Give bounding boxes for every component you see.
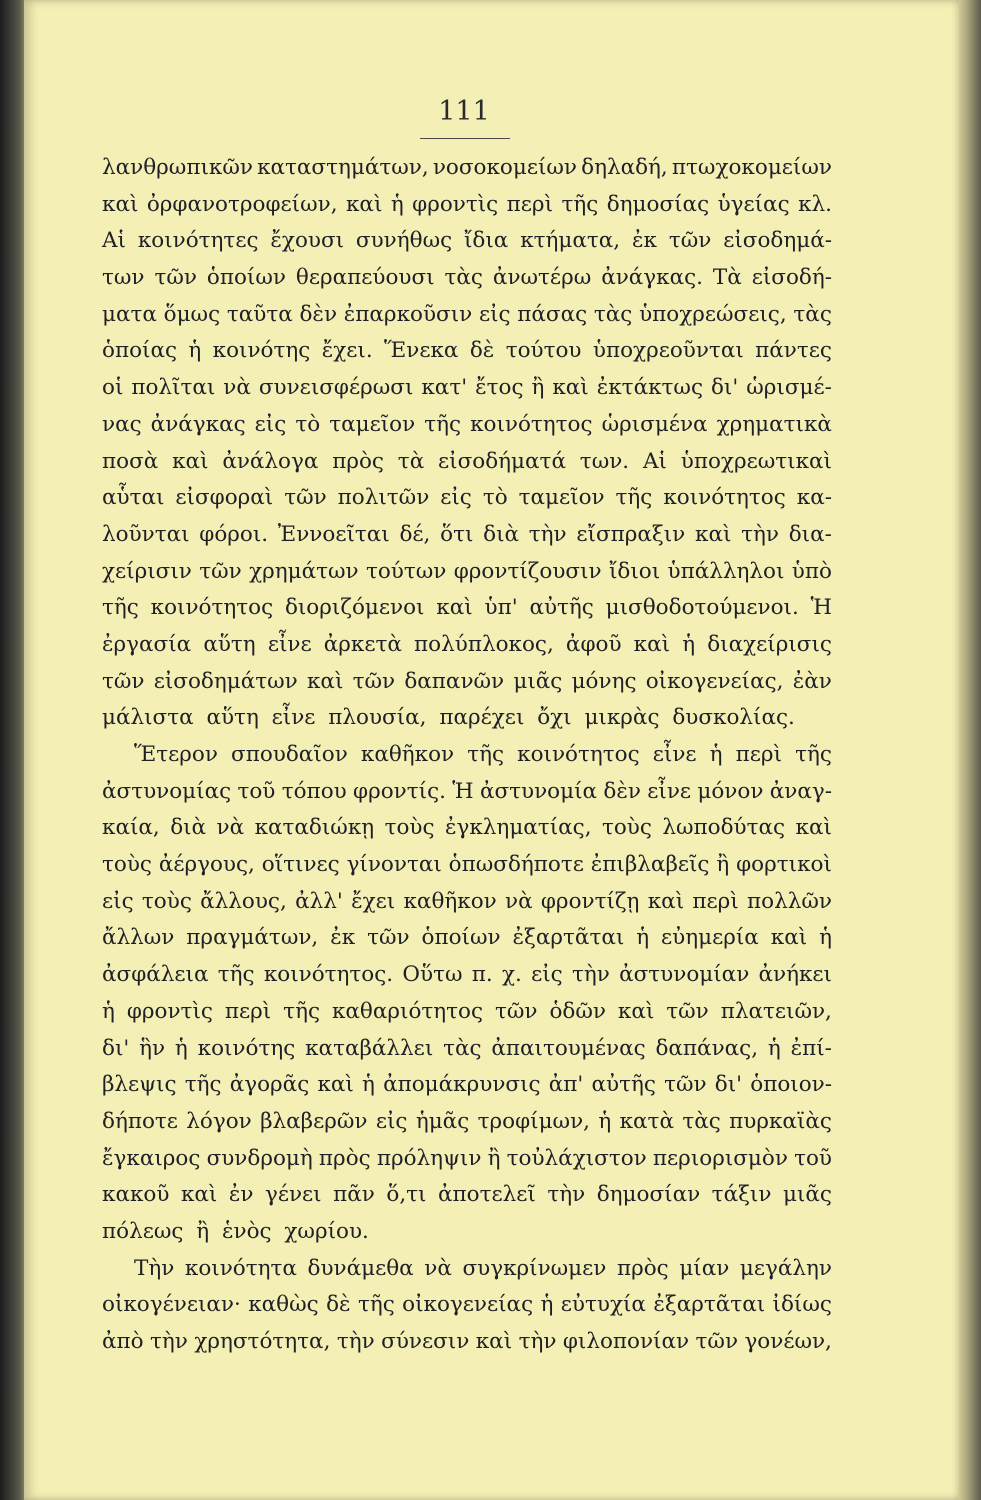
- book-page: [24, 0, 959, 1500]
- text-line: δι' ἣν ἡ κοινότης καταβάλλει τὰς ἀπαιτουμένας δαπάνας, ἡ ἐπί-: [102, 1035, 832, 1061]
- text-line: βλεψις τῆς ἀγορᾶς καὶ ἡ ἀπομάκρυνσις ἀπ' αὐτῆς τῶν δι' ὁποιον-: [102, 1072, 832, 1098]
- text-line: ἐργασία αὕτη εἶνε ἀρκετὰ πολύπλοκος, ἀφοῦ καὶ ἡ διαχείρισις: [102, 631, 832, 657]
- text-line: χείρισιν τῶν χρημάτων τούτων φροντίζουσιν ἴδιοι ὑπάλληλοι ὑπὸ: [102, 558, 832, 584]
- text-line: λοῦνται φόροι. Ἐννοεῖται δέ, ὅτι διὰ τὴν εἴσπραξιν καὶ τὴν δια-: [102, 521, 832, 547]
- text-line: τοὺς ἀέργους, οἵτινες γίνονται ὁπωσδήποτε ἐπιβλαβεῖς ἢ φορτικοὶ: [102, 852, 832, 878]
- body-text: [102, 150, 832, 1361]
- text-line: ἀσφάλεια τῆς κοινότητος. Οὕτω π. χ. εἰς τὴν ἀστυνομίαν ἀνήκει: [102, 962, 832, 988]
- text-line: νας ἀνάγκας εἰς τὸ ταμεῖον τῆς κοινότητος ὡρισμένα χρηματικὰ: [102, 411, 832, 437]
- text-line: καὶ ὀρφανοτροφείων, καὶ ἡ φροντὶς περὶ τῆς δημοσίας ὑγείας κλ.: [102, 191, 832, 217]
- text-line: ποσὰ καὶ ἀνάλογα πρὸς τὰ εἰσοδήματά των. Αἱ ὑποχρεωτικαὶ: [102, 448, 832, 474]
- text-line: τῶν εἰσοδημάτων καὶ τῶν δαπανῶν μιᾶς μόνης οἰκογενείας, ἐὰν: [102, 668, 832, 694]
- text-line: μάλιστα αὕτη εἶνε πλουσία, παρέχει ὄχι μικρὰς δυσκολίας.: [102, 705, 795, 731]
- text-line: ὁποίας ἡ κοινότης ἔχει. Ἕνεκα δὲ τούτου ὑποχρεοῦνται πάντες: [102, 338, 832, 364]
- text-line: ἀστυνομίας τοῦ τόπου φροντίς. Ἡ ἀστυνομία δὲν εἶνε μόνον ἀναγ-: [102, 778, 832, 804]
- text-line: καία, διὰ νὰ καταδιώκῃ τοὺς ἐγκληματίας, τοὺς λωποδύτας καὶ: [102, 815, 832, 841]
- text-line: τῆς κοινότητος διοριζόμενοι καὶ ὑπ' αὐτῆς μισθοδοτούμενοι. Ἡ: [102, 595, 832, 621]
- text-line: λανθρωπικῶν καταστημάτων, νοσοκομείων δηλαδή, πτωχοκομείων: [102, 155, 832, 180]
- text-line: Αἱ κοινότητες ἔχουσι συνήθως ἴδια κτήματα, ἐκ τῶν εἰσοδημά-: [102, 228, 832, 254]
- text-line: πόλεως ἢ ἑνὸς χωρίου.: [102, 1218, 369, 1244]
- text-line: οἰκογένειαν· καθὼς δὲ τῆς οἰκογενείας ἡ εὐτυχία ἐξαρτᾶται ἰδίως: [102, 1292, 832, 1318]
- page-number-rule: [420, 138, 510, 139]
- text-line: των τῶν ὁποίων θεραπεύουσι τὰς ἀνωτέρω ἀνάγκας. Τὰ εἰσοδή-: [102, 265, 832, 291]
- text-line: ματα ὅμως ταῦτα δὲν ἐπαρκοῦσιν εἰς πάσας τὰς ὑποχρεώσεις, τὰς: [102, 301, 832, 327]
- text-line: ἄλλων πραγμάτων, ἐκ τῶν ὁποίων ἐξαρτᾶται ἡ εὐημερία καὶ ἡ: [102, 925, 832, 951]
- text-line: Τὴν κοινότητα δυνάμεθα νὰ συγκρίνωμεν πρὸς μίαν μεγάλην: [134, 1255, 832, 1281]
- text-line: Ἕτερον σπουδαῖον καθῆκον τῆς κοινότητος εἶνε ἡ περὶ τῆς: [134, 742, 832, 767]
- page-number: 111: [438, 96, 490, 127]
- text-line: δήποτε λόγον βλαβερῶν εἰς ἡμᾶς τροφίμων, ἡ κατὰ τὰς πυρκαϊὰς: [102, 1108, 832, 1134]
- text-line: ἡ φροντὶς περὶ τῆς καθαριότητος τῶν ὁδῶν καὶ τῶν πλατειῶν,: [102, 998, 832, 1024]
- page-edge-shadow: [959, 0, 981, 1500]
- text-line: ἀπὸ τὴν χρηστότητα, τὴν σύνεσιν καὶ τὴν φιλοπονίαν τῶν γονέων,: [102, 1329, 832, 1354]
- text-line: οἱ πολῖται νὰ συνεισφέρωσι κατ' ἔτος ἢ καὶ ἐκτάκτως δι' ὡρισμέ-: [102, 375, 832, 401]
- text-line: εἰς τοὺς ἄλλους, ἀλλ' ἔχει καθῆκον νὰ φροντίζῃ καὶ περὶ πολλῶν: [102, 888, 832, 914]
- book-spine-edge: [0, 0, 26, 1500]
- text-line: αὗται εἰσφοραὶ τῶν πολιτῶν εἰς τὸ ταμεῖον τῆς κοινότητος κα-: [102, 485, 832, 511]
- text-line: κακοῦ καὶ ἐν γένει πᾶν ὅ,τι ἀποτελεῖ τὴν δημοσίαν τάξιν μιᾶς: [102, 1182, 832, 1208]
- text-line: ἔγκαιρος συνδρομὴ πρὸς πρόληψιν ἢ τοὐλάχιστον περιορισμὸν τοῦ: [102, 1145, 832, 1171]
